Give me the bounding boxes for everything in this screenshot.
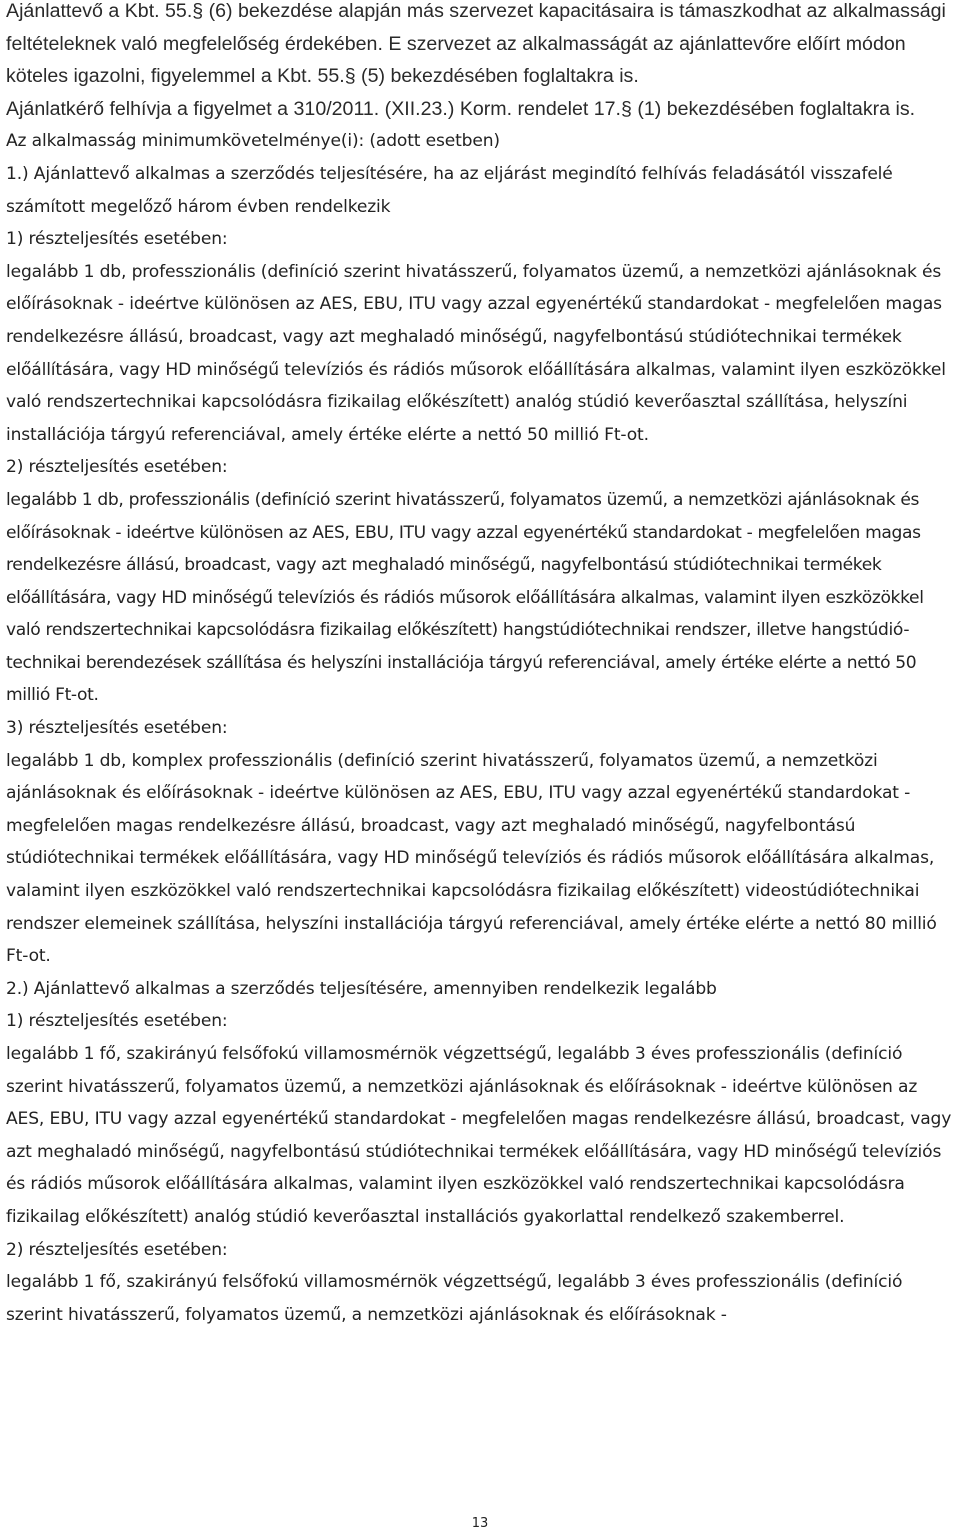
page-number: 13	[471, 1516, 489, 1531]
intro-paragraph-regulation: Ajánlatkérő felhívja a figyelmet a 310/2011. (XII.23.) Korm. rendelet 17.§ (1) bekezdésében foglaltakra is.	[6, 97, 916, 120]
section1-part3-label: 3) részteljesítés esetében:	[6, 718, 228, 739]
document-page	[6, 0, 956, 1331]
section2-intro: 2.) Ajánlattevő alkalmas a szerződés teljesítésére, amennyiben rendelkezik legalább	[6, 978, 717, 999]
section1-part2-label: 2) részteljesítés esetében:	[6, 457, 228, 478]
section-heading: Az alkalmasság minimumkövetelménye(i): (adott esetben)	[6, 131, 500, 152]
section1-part3-text: legalább 1 db, komplex professzionális (definíció szerint hivatásszerű, folyamatos üzemű, a nemzetközi ajánlásoknak és előírásoknak - ideértve különösen az AES, EBU, ITU vagy azzal egyenértékű standardokat - megfelelően magas rendelkezésre állású, broadcast, vagy azt meghaladó minőségű, nagyfelbontású stúdiótechnikai termékek előállítására, vagy HD minőségű televíziós és rádiós műsorok előállítására alkalmas, valamint ilyen eszközökkel való rendszertechnikai kapcsolódásra fizikailag előkészített) videostúdiótechnikai rendszer elemeinek szállítása, helyszíni installációja tárgyú referenciával, amely értéke elérte a nettó 80 millió Ft-ot.	[6, 750, 937, 967]
section2-part1-text: legalább 1 fő, szakirányú felsőfokú villamosmérnök végzettségű, legalább 3 éves professzionális (definíció szerint hivatásszerű, folyamatos üzemű, a nemzetközi ajánlásoknak és előírásoknak - ideértve különösen az AES, EBU, ITU vagy azzal egyenértékű standardokat - megfelelően magas rendelkezésre állású, broadcast, vagy azt meghaladó minőségű, nagyfelbontású stúdiótechnikai termékek előállítására, vagy HD minőségű televíziós és rádiós műsorok előállítására alkalmas, valamint ilyen eszközökkel való rendszertechnikai kapcsolódásra fizikailag előkészített) analóg stúdió keverőasztal installációs gyakorlattal rendelkező szakemberrel.	[6, 1044, 952, 1227]
intro-paragraph-capacity: Ajánlattevő a Kbt. 55.§ (6) bekezdése alapján más szervezet kapacitásaira is támaszkodhat az alkalmassági feltételeknek való megfelelőség érdekében. E szervezet az alkalmasságát az ajánlattevőre előírt módon köteles igazolni, figyelemmel a Kbt. 55.§ (5) bekezdésében foglaltakra is.	[6, 0, 946, 88]
section1-part2-text: legalább 1 db, professzionális (definíció szerint hivatásszerű, folyamatos üzemű, a nemzetközi ajánlásoknak és előírásoknak - ideértve különösen az AES, EBU, ITU vagy azzal egyenértékű standardokat - megfelelően magas rendelkezésre állású, broadcast, vagy azt meghaladó minőségű, nagyfelbontású stúdiótechnikai termékek előállítására, vagy HD minőségű televíziós és rádiós műsorok előállítására alkalmas, valamint ilyen eszközökkel való rendszertechnikai kapcsolódásra fizikailag előkészített) hangstúdiótechnikai rendszer, illetve hangstúdió-technikai berendezések szállítása és helyszíni installációja tárgyú referenciával, amely értéke elérte a nettó 50 millió Ft-ot.	[6, 489, 924, 706]
section1-intro: 1.) Ajánlattevő alkalmas a szerződés teljesítésére, ha az eljárást megindító felhívás feladásától visszafelé számított megelőző három évben rendelkezik	[6, 163, 893, 217]
section1-part1-label: 1) részteljesítés esetében:	[6, 229, 228, 250]
section1-part1-text: legalább 1 db, professzionális (definíció szerint hivatásszerű, folyamatos üzemű, a nemzetközi ajánlásoknak és előírásoknak - ideértve különösen az AES, EBU, ITU vagy azzal egyenértékű standardokat - megfelelően magas rendelkezésre állású, broadcast, vagy azt meghaladó minőségű, nagyfelbontású stúdiótechnikai termékek előállítására, vagy HD minőségű televíziós és rádiós műsorok előállítására alkalmas, valamint ilyen eszközökkel való rendszertechnikai kapcsolódásra fizikailag előkészített) analóg stúdió keverőasztal szállítása, helyszíni installációja tárgyú referenciával, amely értéke elérte a nettó 50 millió Ft-ot.	[6, 261, 946, 445]
section2-part2-label: 2) részteljesítés esetében:	[6, 1239, 228, 1260]
section2-part2-text: legalább 1 fő, szakirányú felsőfokú villamosmérnök végzettségű, legalább 3 éves professzionális (definíció szerint hivatásszerű, folyamatos üzemű, a nemzetközi ajánlásoknak és előírásoknak -	[6, 1272, 903, 1325]
section2-part1-label: 1) részteljesítés esetében:	[6, 1011, 228, 1032]
